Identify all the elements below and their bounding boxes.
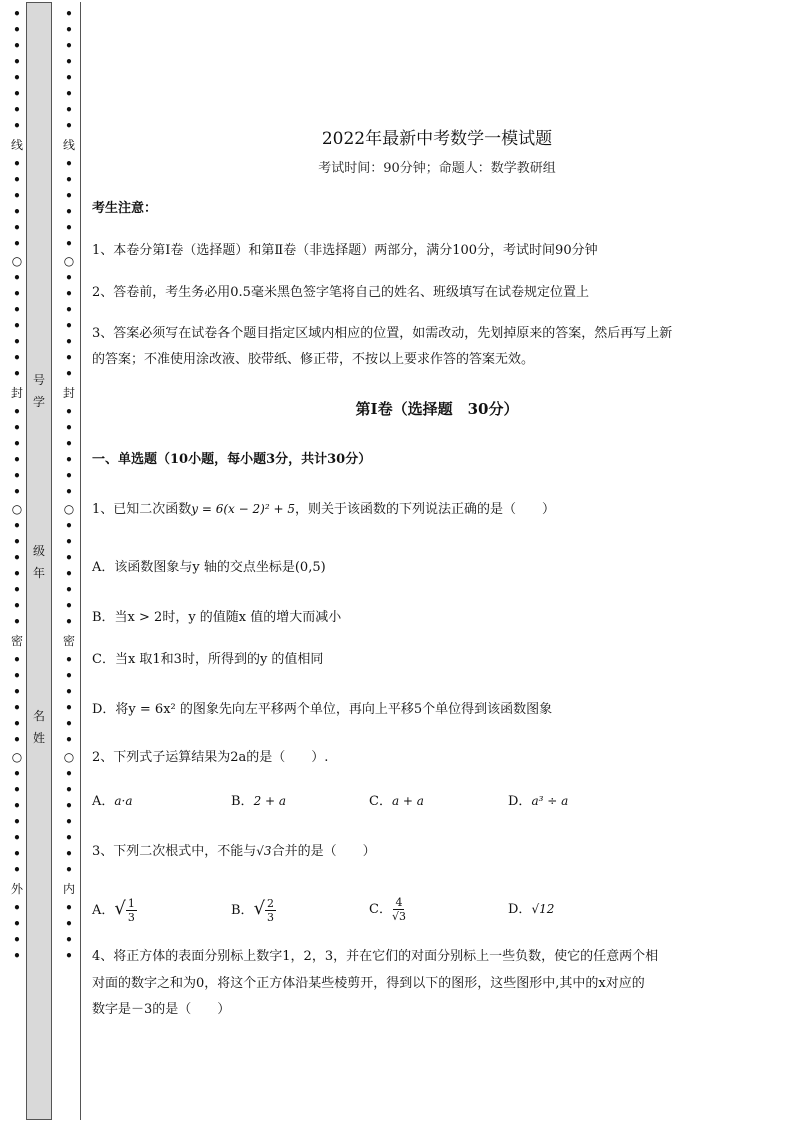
question-2-stem: 2、下列式子运算结果为2a的是（ ）. bbox=[92, 750, 329, 765]
inner-binding-mark: • bbox=[65, 567, 73, 581]
outer-binding-mark: • bbox=[13, 567, 21, 581]
inner-binding-mark: • bbox=[65, 405, 73, 419]
question-3-option-c: C． $\frac{4}{√3}$ bbox=[369, 896, 406, 923]
outer-binding-mark: • bbox=[13, 917, 21, 931]
outer-binding-mark: ○ bbox=[11, 254, 23, 268]
question-3-option-b: B．√ $\frac{2}{3}$ bbox=[231, 897, 275, 924]
outer-binding-mark: • bbox=[13, 783, 21, 797]
outer-binding-mark: • bbox=[13, 599, 21, 613]
outer-binding-mark: • bbox=[13, 157, 21, 171]
outer-binding-mark: • bbox=[13, 39, 21, 53]
inner-binding-mark: • bbox=[65, 933, 73, 947]
outer-binding-mark: • bbox=[13, 23, 21, 37]
inner-binding-mark: • bbox=[65, 87, 73, 101]
inner-binding-mark: ○ bbox=[63, 502, 75, 516]
exam-title: 2022年最新中考数学一模试题 bbox=[321, 129, 553, 149]
inner-binding-mark: • bbox=[65, 453, 73, 467]
notice-heading: 考生注意： bbox=[92, 201, 158, 216]
outer-binding-mark: • bbox=[13, 767, 21, 781]
inner-binding-mark: • bbox=[65, 583, 73, 597]
outer-binding-mark: 线 bbox=[10, 138, 23, 152]
inner-binding-mark: • bbox=[65, 901, 73, 915]
question-4-line-1: 4、将正方体的表面分别标上数字1，2，3，并在它们的对面分别标上一些负数，使它的任意两个相 bbox=[92, 949, 659, 964]
inner-binding-mark: • bbox=[65, 437, 73, 451]
inner-binding-mark: • bbox=[65, 701, 73, 715]
outer-binding-mark: • bbox=[13, 437, 21, 451]
inner-binding-mark: • bbox=[65, 815, 73, 829]
outer-binding-mark: • bbox=[13, 615, 21, 629]
inner-binding-mark: • bbox=[65, 551, 73, 565]
inner-binding-mark: • bbox=[65, 831, 73, 845]
exam-subtitle: 考试时间：90分钟；命题人：数学教研组 bbox=[318, 161, 556, 176]
inner-binding-mark: 封 bbox=[62, 386, 75, 400]
outer-binding-mark: • bbox=[13, 717, 21, 731]
binding-dots-inner bbox=[62, 6, 76, 1118]
inner-binding-mark: • bbox=[65, 863, 73, 877]
question-1-option-a: A．该函数图象与y 轴的交点坐标是(0,5) bbox=[92, 560, 326, 575]
inner-binding-mark: • bbox=[65, 519, 73, 533]
inner-binding-mark: • bbox=[65, 157, 73, 171]
outer-binding-mark: ○ bbox=[11, 750, 23, 764]
inner-binding-mark: • bbox=[65, 221, 73, 235]
outer-binding-mark: • bbox=[13, 205, 21, 219]
inner-binding-mark: • bbox=[65, 71, 73, 85]
outer-binding-mark: • bbox=[13, 653, 21, 667]
outer-binding-mark: • bbox=[13, 173, 21, 187]
outer-binding-mark: • bbox=[13, 949, 21, 963]
outer-binding-mark: ○ bbox=[11, 502, 23, 516]
outer-binding-mark: • bbox=[13, 7, 21, 21]
inner-binding-mark: • bbox=[65, 599, 73, 613]
outer-binding-mark: • bbox=[13, 901, 21, 915]
question-3-radical: √3 bbox=[256, 844, 272, 858]
section-title: 第I卷（选择题 30分） bbox=[355, 400, 519, 418]
question-4-line-3: 数字是－3的是（ ） bbox=[92, 1002, 231, 1017]
inner-binding-mark: • bbox=[65, 189, 73, 203]
inner-binding-mark: • bbox=[65, 653, 73, 667]
outer-binding-mark: • bbox=[13, 863, 21, 877]
outer-binding-mark: • bbox=[13, 453, 21, 467]
inner-binding-mark: • bbox=[65, 669, 73, 683]
inner-binding-mark: • bbox=[65, 103, 73, 117]
student-number-label: 号 学 bbox=[32, 373, 45, 409]
inner-binding-mark: • bbox=[65, 615, 73, 629]
inner-binding-mark: • bbox=[65, 287, 73, 301]
question-2-option-c: C．a + a bbox=[369, 794, 424, 809]
inner-binding-mark: • bbox=[65, 917, 73, 931]
inner-binding-mark: • bbox=[65, 23, 73, 37]
outer-binding-mark: • bbox=[13, 405, 21, 419]
question-1-stem bbox=[92, 496, 752, 523]
outer-binding-mark: • bbox=[13, 847, 21, 861]
inner-binding-mark: • bbox=[65, 39, 73, 53]
outer-binding-mark: • bbox=[13, 535, 21, 549]
outer-binding-mark: • bbox=[13, 221, 21, 235]
inner-binding-mark: • bbox=[65, 319, 73, 333]
question-3-stem: 3、下列二次根式中，不能与√3合并的是（ ） bbox=[92, 844, 376, 859]
inner-binding-mark: 线 bbox=[62, 138, 75, 152]
question-1-formula: y = 6(x − 2)² + 5 bbox=[191, 502, 295, 516]
grade-label: 级 年 bbox=[32, 544, 45, 580]
inner-binding-mark: • bbox=[65, 783, 73, 797]
question-1-option-d: D．将y = 6x² 的图象先向左平移两个单位，再向上平移5个单位得到该函数图象 bbox=[92, 702, 553, 717]
question-1-option-b: B．当x > 2时，y 的值随x 值的增大而减小 bbox=[92, 610, 342, 625]
inner-binding-mark: • bbox=[65, 335, 73, 349]
inner-binding-mark: • bbox=[65, 847, 73, 861]
outer-binding-mark: • bbox=[13, 71, 21, 85]
question-3-option-d: D．√12 bbox=[508, 902, 555, 917]
inner-binding-mark: • bbox=[65, 55, 73, 69]
outer-binding-mark: • bbox=[13, 669, 21, 683]
outer-binding-mark: 封 bbox=[10, 386, 23, 400]
outer-binding-mark: • bbox=[13, 469, 21, 483]
outer-binding-mark: • bbox=[13, 119, 21, 133]
outer-binding-mark: • bbox=[13, 701, 21, 715]
inner-binding-mark: 密 bbox=[62, 634, 75, 648]
outer-binding-mark: • bbox=[13, 287, 21, 301]
part-heading: 一、单选题（10小题，每小题3分，共计30分） bbox=[92, 452, 372, 467]
inner-binding-mark: • bbox=[65, 421, 73, 435]
inner-binding-mark: • bbox=[65, 717, 73, 731]
inner-binding-mark: • bbox=[65, 351, 73, 365]
outer-binding-mark: • bbox=[13, 685, 21, 699]
outer-binding-mark: • bbox=[13, 583, 21, 597]
inner-binding-mark: • bbox=[65, 7, 73, 21]
inner-binding-mark: • bbox=[65, 949, 73, 963]
outer-binding-mark: • bbox=[13, 55, 21, 69]
notice-item-2: 2、答卷前，考生务必用0.5毫米黑色签字笔将自己的姓名、班级填写在试卷规定位置上 bbox=[92, 285, 589, 300]
outer-binding-mark: • bbox=[13, 551, 21, 565]
inner-binding-mark: • bbox=[65, 767, 73, 781]
outer-binding-mark: • bbox=[13, 485, 21, 499]
inner-binding-mark: 内 bbox=[62, 882, 75, 896]
inner-binding-mark: • bbox=[65, 535, 73, 549]
outer-binding-mark: • bbox=[13, 189, 21, 203]
question-2-option-a: A．a·a bbox=[92, 794, 133, 809]
inner-binding-mark: • bbox=[65, 173, 73, 187]
outer-binding-mark: • bbox=[13, 933, 21, 947]
inner-binding-mark: ○ bbox=[63, 750, 75, 764]
question-4-line-2: 对面的数字之和为0，将这个正方体沿某些棱剪开，得到以下的图形，这些图形中,其中的x对应的 bbox=[92, 976, 645, 991]
question-1-prefix: 1、已知二次函数 bbox=[92, 502, 192, 517]
inner-binding-mark: • bbox=[65, 485, 73, 499]
notice-item-3-line-2: 的答案；不准使用涂改液、胶带纸、修正带，不按以上要求作答的答案无效。 bbox=[92, 352, 535, 367]
inner-binding-mark: • bbox=[65, 205, 73, 219]
inner-binding-mark: • bbox=[65, 799, 73, 813]
outer-binding-mark: • bbox=[13, 271, 21, 285]
inner-binding-mark: • bbox=[65, 303, 73, 317]
outer-binding-mark: • bbox=[13, 733, 21, 747]
outer-binding-mark: • bbox=[13, 103, 21, 117]
outer-binding-mark: • bbox=[13, 519, 21, 533]
question-2-option-d: D．a³ ÷ a bbox=[508, 794, 569, 809]
outer-binding-mark: • bbox=[13, 831, 21, 845]
outer-binding-mark: • bbox=[13, 799, 21, 813]
question-1-suffix: ，则关于该函数的下列说法正确的是（ ） bbox=[294, 502, 555, 517]
binding-dots-outer bbox=[10, 6, 24, 1118]
notice-item-1: 1、本卷分第I卷（选择题）和第Ⅱ卷（非选择题）两部分，满分100分，考试时间90分钟 bbox=[92, 243, 598, 258]
outer-binding-mark: • bbox=[13, 815, 21, 829]
inner-binding-mark: • bbox=[65, 469, 73, 483]
outer-binding-mark: • bbox=[13, 367, 21, 381]
question-1-option-c: C．当x 取1和3时，所得到的y 的值相同 bbox=[92, 652, 324, 667]
question-3-option-a: A．√ $\frac{1}{3}$ bbox=[92, 897, 135, 924]
outer-binding-mark: • bbox=[13, 87, 21, 101]
outer-binding-mark: • bbox=[13, 319, 21, 333]
outer-binding-mark: • bbox=[13, 237, 21, 251]
inner-binding-mark: • bbox=[65, 685, 73, 699]
name-label: 名 姓 bbox=[32, 709, 45, 745]
outer-binding-mark: 密 bbox=[10, 634, 23, 648]
outer-binding-mark: • bbox=[13, 421, 21, 435]
inner-binding-mark: • bbox=[65, 367, 73, 381]
outer-binding-mark: 外 bbox=[10, 882, 23, 896]
outer-binding-mark: • bbox=[13, 335, 21, 349]
notice-item-3-line-1: 3、答案必须写在试卷各个题目指定区域内相应的位置，如需改动，先划掉原来的答案，然后再写上新 bbox=[92, 326, 673, 341]
outer-binding-mark: • bbox=[13, 351, 21, 365]
question-2-option-b: B．2 + a bbox=[231, 794, 287, 809]
inner-binding-mark: • bbox=[65, 733, 73, 747]
inner-binding-mark: • bbox=[65, 119, 73, 133]
inner-binding-mark: • bbox=[65, 237, 73, 251]
inner-binding-mark: • bbox=[65, 271, 73, 285]
inner-binding-mark: ○ bbox=[63, 254, 75, 268]
outer-binding-mark: • bbox=[13, 303, 21, 317]
